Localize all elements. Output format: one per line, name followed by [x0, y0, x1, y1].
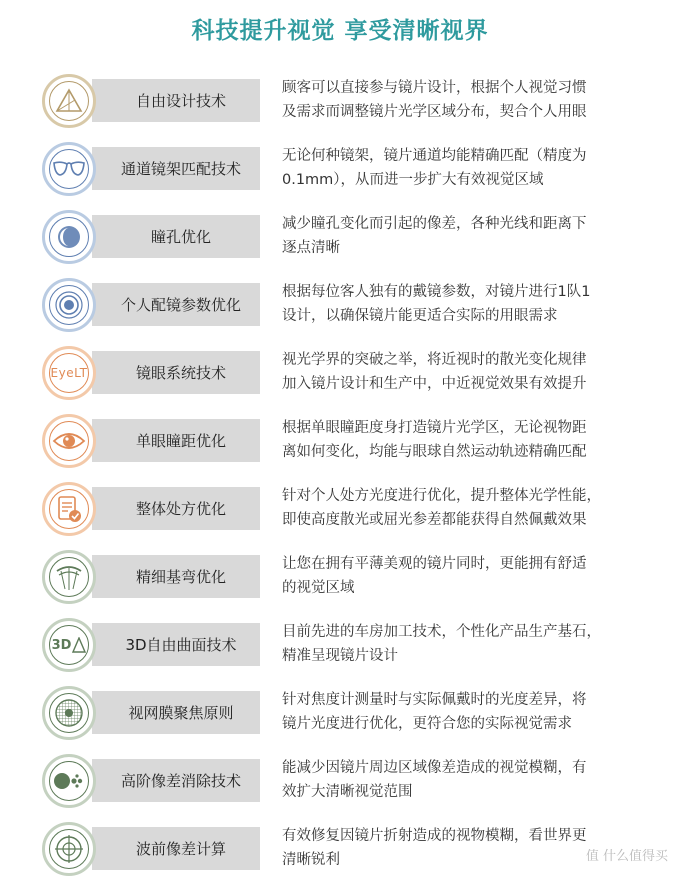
- eyelt-logo-text: EyeLT: [50, 366, 88, 380]
- feature-description-line: 根据单眼瞳距度身打造镜片光学区，无论视物距: [282, 420, 587, 436]
- eyelt-logo-icon: [42, 346, 96, 400]
- feature-description-line: 的视觉区域: [282, 580, 355, 596]
- feature-list: [0, 70, 680, 886]
- feature-name: 3D自由曲面技术: [92, 623, 260, 666]
- feature-description-line: 减少瞳孔变化而引起的像差，各种光线和距离下: [282, 216, 587, 232]
- feature-name: 通道镜架匹配技术: [92, 147, 260, 190]
- feature-name: 视网膜聚焦原则: [92, 691, 260, 734]
- feature-row: [0, 614, 680, 682]
- feature-row: [0, 410, 680, 478]
- feature-name: 单眼瞳距优化: [92, 419, 260, 462]
- triangle-design-icon: [42, 74, 96, 128]
- feature-row: [0, 682, 680, 750]
- pupil-icon: [42, 210, 96, 264]
- feature-description: [282, 756, 662, 804]
- feature-description-line: 加入镜片设计和生产中，中近视觉效果有效提升: [282, 376, 587, 392]
- base-curve-icon: [42, 550, 96, 604]
- feature-description-line: 目前先进的车房加工技术，个性化产品生产基石，: [282, 624, 601, 640]
- feature-description-line: 设计，以确保镜片能更适合实际的用眼需求: [282, 308, 558, 324]
- feature-description-line: 无论何种镜架，镜片通道均能精确匹配（精度为: [282, 148, 587, 164]
- feature-description: [282, 348, 662, 396]
- feature-row: [0, 70, 680, 138]
- feature-description: [282, 76, 662, 124]
- feature-name: 个人配镜参数优化: [92, 283, 260, 326]
- feature-row: [0, 750, 680, 818]
- feature-description: [282, 552, 662, 600]
- aberration-dots-icon: [42, 754, 96, 808]
- feature-description: [282, 620, 662, 668]
- feature-name: 镜眼系统技术: [92, 351, 260, 394]
- eye-icon: [42, 414, 96, 468]
- feature-description: [282, 416, 662, 464]
- feature-description-line: 即使高度散光或屈光参差都能获得自然佩戴效果: [282, 512, 587, 528]
- feature-description-line: 效扩大清晰视觉范围: [282, 784, 413, 800]
- feature-description: [282, 280, 662, 328]
- feature-row: [0, 342, 680, 410]
- feature-description: [282, 144, 662, 192]
- feature-description-line: 清晰锐利: [282, 852, 340, 868]
- feature-row: [0, 478, 680, 546]
- feature-description-line: 0.1mm），从而进一步扩大有效视觉区域: [282, 172, 544, 188]
- feature-name: 瞳孔优化: [92, 215, 260, 258]
- watermark: 值 什么值得买: [585, 849, 668, 864]
- concentric-circles-icon: [42, 278, 96, 332]
- feature-description-line: 顾客可以直接参与镜片设计，根据个人视觉习惯: [282, 80, 587, 96]
- feature-row: [0, 546, 680, 614]
- feature-description: [282, 212, 662, 260]
- feature-description-line: 离如何变化，均能与眼球自然运动轨迹精确匹配: [282, 444, 587, 460]
- feature-name: 精细基弯优化: [92, 555, 260, 598]
- feature-name: 波前像差计算: [92, 827, 260, 870]
- page-title: 科技提升视觉 享受清晰视界: [191, 18, 489, 44]
- feature-description-line: 及需求而调整镜片光学区域分布，契合个人用眼: [282, 104, 587, 120]
- feature-name: 自由设计技术: [92, 79, 260, 122]
- feature-row: [0, 138, 680, 206]
- feature-description-line: 针对焦度计测量时与实际佩戴时的光度差异，将: [282, 692, 587, 708]
- feature-description-line: 针对个人处方光度进行优化，提升整体光学性能，: [282, 488, 601, 504]
- feature-description-line: 逐点清晰: [282, 240, 340, 256]
- 3d-logo-text: 3D: [51, 637, 72, 653]
- feature-row: [0, 818, 680, 886]
- feature-description-line: 视光学界的突破之举，将近视时的散光变化规律: [282, 352, 587, 368]
- 3d-pyramid-icon: [42, 618, 96, 672]
- glasses-frame-icon: [42, 142, 96, 196]
- feature-description-line: 让您在拥有平薄美观的镜片同时，更能拥有舒适: [282, 556, 587, 572]
- feature-description-line: 有效修复因镜片折射造成的视物模糊，看世界更: [282, 828, 587, 844]
- feature-description: [282, 688, 662, 736]
- prescription-check-icon: [42, 482, 96, 536]
- retina-grid-icon: [42, 686, 96, 740]
- feature-description-line: 精准呈现镜片设计: [282, 648, 398, 664]
- feature-row: [0, 274, 680, 342]
- feature-description-line: 能减少因镜片周边区域像差造成的视觉模糊，有: [282, 760, 587, 776]
- wavefront-crosshair-icon: [42, 822, 96, 876]
- feature-description-line: 镜片光度进行优化，更符合您的实际视觉需求: [282, 716, 572, 732]
- feature-name: 整体处方优化: [92, 487, 260, 530]
- feature-name: 高阶像差消除技术: [92, 759, 260, 802]
- feature-description-line: 根据每位客人独有的戴镜参数，对镜片进行1队1: [282, 284, 591, 300]
- feature-row: [0, 206, 680, 274]
- feature-description: [282, 484, 662, 532]
